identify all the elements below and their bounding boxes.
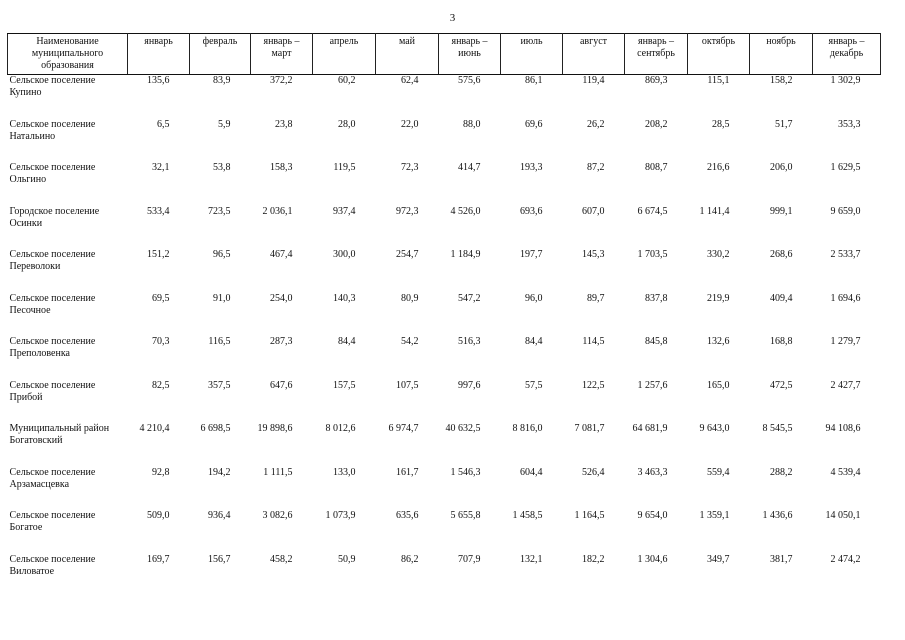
header-period-line: март (271, 48, 292, 59)
municipality-name-line: Ольгино (9, 174, 47, 185)
value-cell: 91,0 (213, 292, 231, 304)
municipality-name-cell (8, 206, 128, 250)
value-cell: 132,6 (707, 336, 730, 347)
value-cell: 169,7 (147, 553, 170, 565)
value-cell: 288,2 (770, 466, 793, 478)
municipality-name-line: Сельское поселение (9, 249, 96, 260)
value-cell: 86,1 (525, 75, 543, 86)
value-cell: 5 655,8 (450, 510, 481, 521)
value-cell: 122,5 (582, 379, 605, 391)
header-period-line: декабрь (829, 48, 864, 59)
header-period-cell (190, 34, 251, 75)
value-cell: 114,5 (582, 336, 605, 347)
value-cell: 157,5 (333, 379, 356, 391)
header-name-line: муниципального (31, 48, 104, 59)
value-cell: 414,7 (458, 162, 481, 173)
header-period-cell (376, 34, 439, 75)
value-cell: 300,0 (333, 249, 356, 260)
value-cell: 182,2 (582, 553, 605, 565)
value-cell: 19 898,6 (257, 423, 293, 434)
value-cell: 51,7 (775, 118, 793, 130)
value-cell: 647,6 (270, 379, 293, 391)
value-cell: 472,5 (770, 379, 793, 391)
header-period-line: октябрь (701, 36, 736, 47)
municipality-name-line: Богатовский (9, 435, 63, 446)
header-period-cell (813, 34, 881, 75)
municipality-name-cell (8, 162, 128, 206)
value-cell: 161,7 (396, 466, 419, 478)
value-cell: 116,5 (208, 336, 231, 347)
municipality-name-cell (8, 293, 128, 337)
value-cell: 60,2 (338, 75, 356, 86)
value-cell: 1 546,3 (450, 466, 481, 478)
value-cell: 208,2 (645, 118, 668, 130)
value-cell: 158,3 (270, 162, 293, 173)
table-row (8, 467, 881, 511)
value-cell: 4 210,4 (139, 423, 170, 434)
value-cell: 1 629,5 (830, 162, 861, 173)
table-row (8, 293, 881, 337)
value-cell: 1 279,7 (830, 336, 861, 347)
value-cell: 62,4 (401, 75, 419, 86)
header-period-line: январь – (451, 36, 488, 47)
value-cell: 5,9 (218, 118, 231, 130)
value-cell: 845,8 (645, 336, 668, 347)
value-cell: 254,7 (396, 249, 419, 260)
municipality-name-cell (8, 467, 128, 511)
value-cell: 9 654,0 (637, 510, 668, 521)
header-period-line: апрель (329, 36, 359, 47)
table-row (8, 119, 881, 163)
value-cell: 707,9 (458, 553, 481, 565)
value-cell: 92,8 (152, 466, 170, 478)
value-cell: 2 533,7 (830, 249, 861, 260)
municipality-name-line: Муниципальный район (9, 423, 110, 434)
value-cell: 4 539,4 (830, 466, 861, 478)
value-cell: 96,5 (213, 249, 231, 260)
value-cell: 53,8 (213, 162, 231, 173)
header-name-line: образования (41, 60, 94, 71)
table-row (8, 75, 881, 119)
value-cell: 808,7 (645, 162, 668, 173)
value-cell: 4 526,0 (450, 205, 481, 217)
value-cell: 84,4 (525, 336, 543, 347)
value-cell: 937,4 (333, 205, 356, 217)
value-cell: 165,0 (707, 379, 730, 391)
value-cell: 64 681,9 (632, 423, 668, 434)
municipality-name-line: Сельское поселение (9, 162, 96, 173)
value-cell: 193,3 (520, 162, 543, 173)
table-row (8, 336, 881, 380)
value-cell: 23,8 (275, 118, 293, 130)
value-cell: 28,0 (338, 118, 356, 130)
value-cell: 1 164,5 (574, 510, 605, 521)
municipality-name-cell (8, 380, 128, 424)
header-period-cell (625, 34, 688, 75)
header-period-line: январь – (263, 36, 300, 47)
value-cell: 575,6 (458, 75, 481, 86)
value-cell: 54,2 (401, 336, 419, 347)
value-cell: 69,6 (525, 118, 543, 130)
table-header (8, 34, 881, 75)
value-cell: 194,2 (208, 466, 231, 478)
municipality-name-line: Сельское поселение (9, 292, 96, 304)
value-cell: 133,0 (333, 466, 356, 478)
value-cell: 32,1 (152, 162, 170, 173)
value-cell: 1 694,6 (830, 292, 861, 304)
header-period-line: август (579, 36, 608, 47)
value-cell: 353,3 (838, 118, 861, 130)
table-row (8, 206, 881, 250)
value-cell: 82,5 (152, 379, 170, 391)
value-cell: 88,0 (463, 118, 481, 130)
value-cell: 547,2 (458, 292, 481, 304)
value-cell: 3 082,6 (262, 510, 293, 521)
value-cell: 516,3 (458, 336, 481, 347)
value-cell: 145,3 (582, 249, 605, 260)
municipality-name-line: Песочное (9, 304, 51, 316)
value-cell: 1 458,5 (512, 510, 543, 521)
header-period-line: январь – (828, 36, 865, 47)
value-cell: 869,3 (645, 75, 668, 86)
header-period-cell (563, 34, 625, 75)
value-cell: 999,1 (770, 205, 793, 217)
value-cell: 6 674,5 (637, 205, 668, 217)
value-cell: 2 427,7 (830, 379, 861, 391)
value-cell: 1 257,6 (637, 379, 668, 391)
value-cell: 723,5 (208, 205, 231, 217)
municipality-name-line: Переволоки (9, 261, 61, 272)
value-cell: 156,7 (208, 553, 231, 565)
header-name-cell (8, 34, 128, 75)
value-cell: 1 302,9 (830, 75, 861, 86)
municipality-name-cell (8, 554, 128, 598)
value-cell: 70,3 (152, 336, 170, 347)
value-cell: 8 816,0 (512, 423, 543, 434)
value-cell: 3 463,3 (637, 466, 668, 478)
value-cell: 151,2 (147, 249, 170, 260)
value-cell: 8 012,6 (325, 423, 356, 434)
table-row (8, 380, 881, 424)
value-cell: 22,0 (401, 118, 419, 130)
municipality-name-cell (8, 336, 128, 380)
header-period-cell (439, 34, 501, 75)
page-number: 3 (449, 12, 456, 24)
value-cell: 6 974,7 (388, 423, 419, 434)
table-row (8, 554, 881, 598)
value-cell: 1 304,6 (637, 553, 668, 565)
value-cell: 559,4 (707, 466, 730, 478)
header-period-line: июль (520, 36, 543, 47)
value-cell: 287,3 (270, 336, 293, 347)
municipality-name-cell (8, 75, 128, 119)
value-cell: 1 359,1 (699, 510, 730, 521)
value-cell: 26,2 (587, 118, 605, 130)
value-cell: 96,0 (525, 292, 543, 304)
value-cell: 349,7 (707, 553, 730, 565)
value-cell: 1 436,6 (762, 510, 793, 521)
value-cell: 972,3 (396, 205, 419, 217)
value-cell: 458,2 (270, 553, 293, 565)
municipality-name-cell (8, 249, 128, 293)
municipality-name-cell (8, 119, 128, 163)
municipality-name-line: Сельское поселение (9, 118, 96, 130)
header-period-cell (501, 34, 563, 75)
value-cell: 381,7 (770, 553, 793, 565)
value-cell: 254,0 (270, 292, 293, 304)
value-cell: 467,4 (270, 249, 293, 260)
value-cell: 635,6 (396, 510, 419, 521)
value-cell: 1 703,5 (637, 249, 668, 260)
municipality-name-line: Сельское поселение (9, 336, 96, 347)
table-row (8, 162, 881, 206)
value-cell: 936,4 (208, 510, 231, 521)
header-period-line: февраль (202, 36, 238, 47)
value-cell: 119,4 (582, 75, 605, 86)
header-period-line: январь – (637, 36, 675, 47)
value-cell: 533,4 (147, 205, 170, 217)
value-cell: 409,4 (770, 292, 793, 304)
municipality-name-line: Богатое (9, 522, 43, 533)
value-cell: 2 474,2 (830, 553, 861, 565)
value-cell: 837,8 (645, 292, 668, 304)
data-table (7, 33, 881, 597)
value-cell: 1 141,4 (699, 205, 730, 217)
value-cell: 84,4 (338, 336, 356, 347)
header-period-line: ноябрь (766, 36, 796, 47)
municipality-name-line: Сельское поселение (9, 379, 96, 391)
value-cell: 57,5 (525, 379, 543, 391)
value-cell: 219,9 (707, 292, 730, 304)
value-cell: 40 632,5 (445, 423, 481, 434)
value-cell: 997,6 (458, 379, 481, 391)
header-period-cell (750, 34, 813, 75)
value-cell: 1 111,5 (263, 466, 293, 478)
value-cell: 206,0 (770, 162, 793, 173)
header-period-line: сентябрь (637, 48, 675, 59)
value-cell: 216,6 (707, 162, 730, 173)
value-cell: 87,2 (587, 162, 605, 173)
value-cell: 83,9 (213, 75, 231, 86)
municipality-name-cell (8, 510, 128, 554)
value-cell: 107,5 (396, 379, 419, 391)
header-period-cell (313, 34, 376, 75)
value-cell: 115,1 (707, 75, 730, 86)
municipality-name-line: Преполовенка (9, 348, 70, 359)
value-cell: 69,5 (152, 292, 170, 304)
value-cell: 604,4 (520, 466, 543, 478)
header-row (8, 34, 881, 75)
municipality-name-line: Сельское поселение (9, 466, 96, 478)
value-cell: 2 036,1 (262, 205, 293, 217)
value-cell: 526,4 (582, 466, 605, 478)
table-row (8, 510, 881, 554)
value-cell: 50,9 (338, 553, 356, 565)
header-period-line: январь (144, 36, 173, 47)
municipality-name-cell (8, 423, 128, 467)
value-cell: 140,3 (333, 292, 356, 304)
value-cell: 135,6 (147, 75, 170, 86)
value-cell: 372,2 (270, 75, 293, 86)
municipality-name-line: Городское поселение (9, 205, 100, 217)
value-cell: 89,7 (587, 292, 605, 304)
value-cell: 330,2 (707, 249, 730, 260)
header-period-line: май (398, 36, 416, 47)
value-cell: 119,5 (333, 162, 356, 173)
value-cell: 8 545,5 (762, 423, 793, 434)
value-cell: 80,9 (401, 292, 419, 304)
table-body (8, 75, 881, 598)
municipality-name-line: Сельское поселение (9, 553, 96, 565)
value-cell: 509,0 (147, 510, 170, 521)
table-row (8, 249, 881, 293)
municipality-name-line: Купино (9, 87, 42, 98)
header-period-cell (688, 34, 750, 75)
header-period-cell (128, 34, 190, 75)
municipality-name-line: Осинки (9, 217, 43, 229)
municipality-name-line: Натальино (9, 130, 56, 142)
value-cell: 168,8 (770, 336, 793, 347)
value-cell: 9 659,0 (830, 205, 861, 217)
municipality-name-line: Арзамасцевка (9, 478, 70, 490)
value-cell: 28,5 (712, 118, 730, 130)
header-period-cell (251, 34, 313, 75)
value-cell: 693,6 (520, 205, 543, 217)
header-period-line: июнь (458, 48, 481, 59)
value-cell: 9 643,0 (699, 423, 730, 434)
value-cell: 72,3 (401, 162, 419, 173)
value-cell: 7 081,7 (574, 423, 605, 434)
municipality-name-line: Прибой (9, 391, 43, 403)
value-cell: 14 050,1 (825, 510, 861, 521)
value-cell: 357,5 (208, 379, 231, 391)
municipality-name-line: Сельское поселение (9, 510, 96, 521)
value-cell: 86,2 (401, 553, 419, 565)
table-row (8, 423, 881, 467)
value-cell: 1 184,9 (450, 249, 481, 260)
value-cell: 268,6 (770, 249, 793, 260)
value-cell: 6,5 (157, 118, 170, 130)
value-cell: 158,2 (770, 75, 793, 86)
municipality-name-line: Сельское поселение (9, 75, 96, 86)
value-cell: 94 108,6 (825, 423, 861, 434)
value-cell: 197,7 (520, 249, 543, 260)
value-cell: 607,0 (582, 205, 605, 217)
header-name-line: Наименование (36, 36, 99, 47)
municipality-name-line: Виловатое (9, 565, 55, 577)
value-cell: 6 698,5 (200, 423, 231, 434)
value-cell: 1 073,9 (325, 510, 356, 521)
value-cell: 132,1 (520, 553, 543, 565)
